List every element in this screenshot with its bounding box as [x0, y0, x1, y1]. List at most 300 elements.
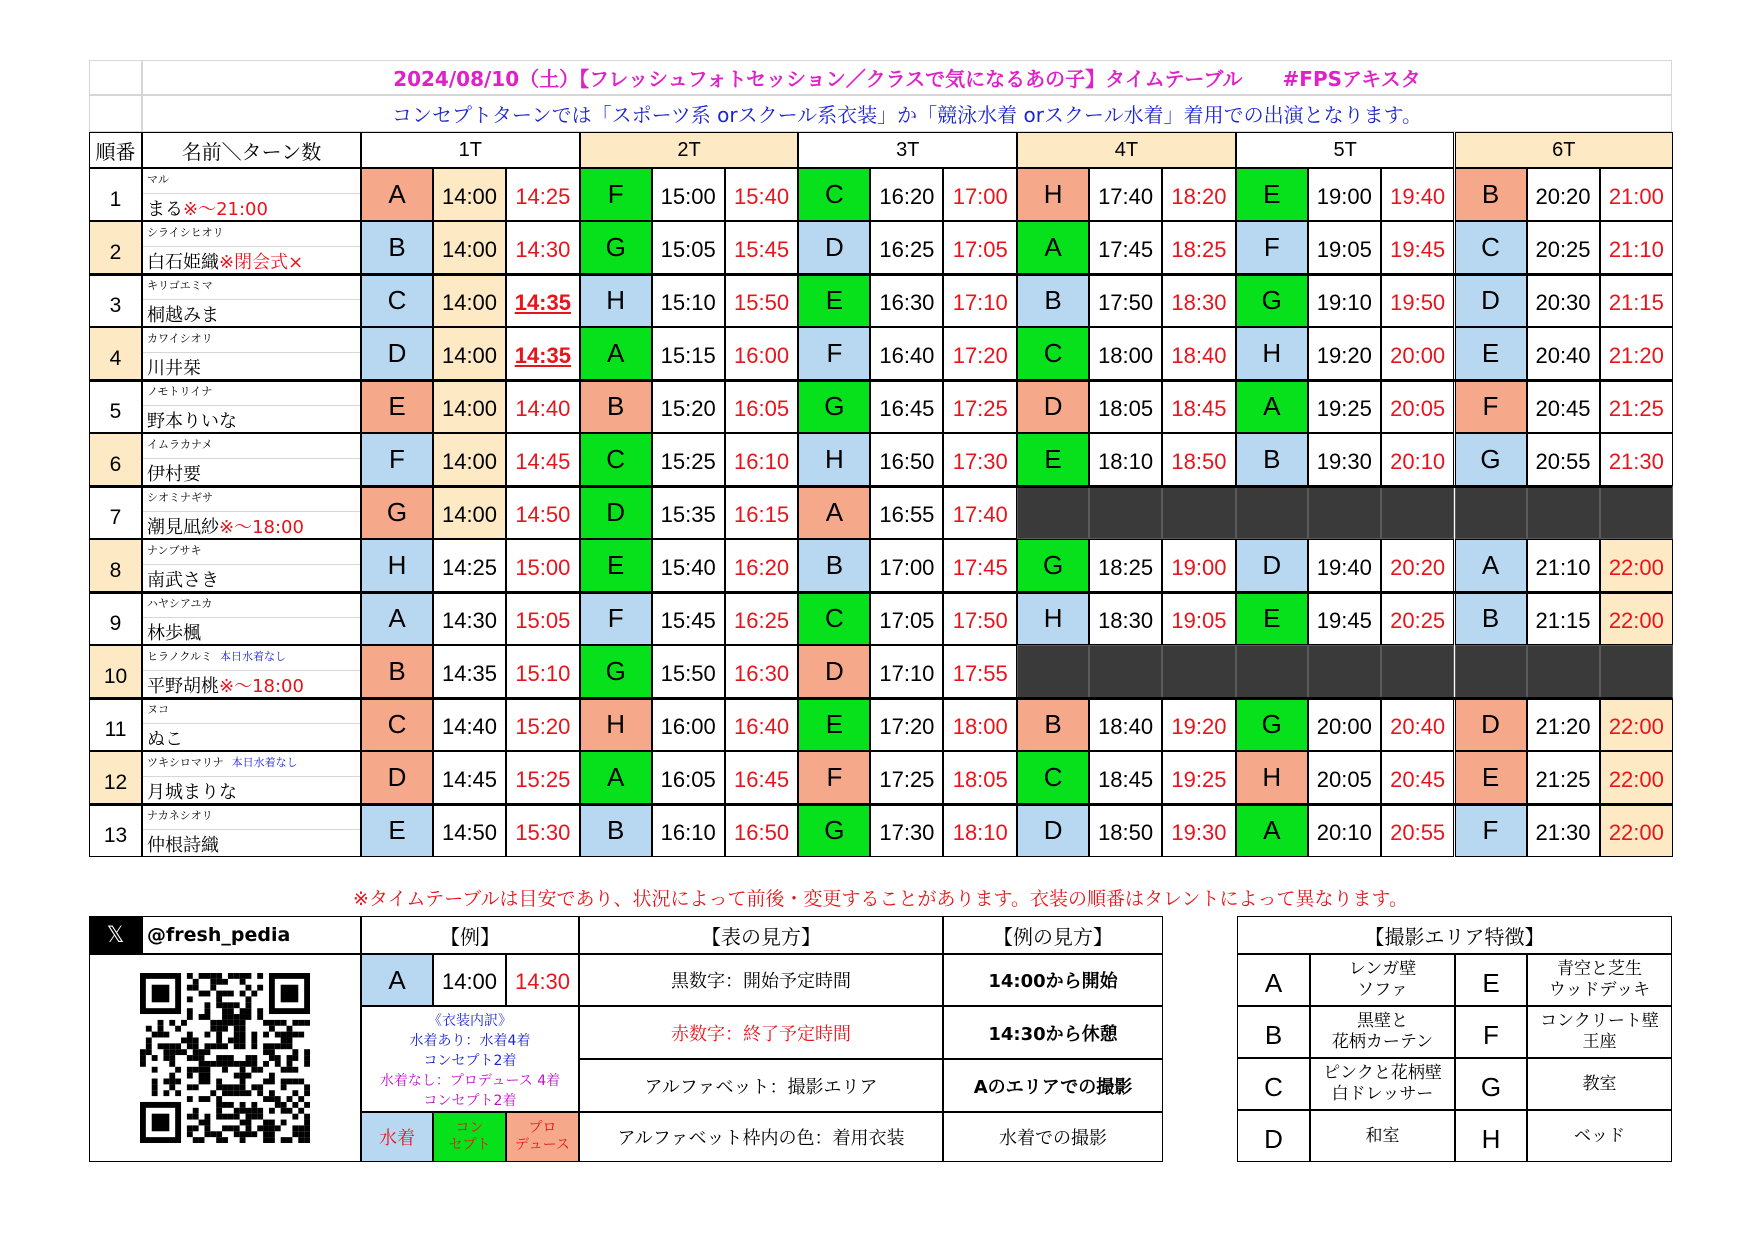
area-key-letter: C: [1237, 1058, 1310, 1110]
start-time: 17:25: [870, 751, 943, 804]
end-time: 21:30: [1600, 433, 1674, 486]
end-time: 15:50: [725, 274, 799, 327]
end-time: 14:40: [506, 380, 580, 433]
area-description-line-2: 和室: [1365, 1125, 1400, 1146]
kana-divider: [143, 458, 360, 459]
end-time: 18:30: [1162, 274, 1236, 327]
end-time: 17:25: [943, 380, 1017, 433]
start-time: 16:00: [652, 698, 725, 751]
area-letter: E: [1455, 751, 1527, 804]
end-time: 15:40: [725, 168, 799, 221]
end-time: 16:40: [725, 698, 799, 751]
area-description-line-1: 黒壁と: [1357, 1011, 1408, 1031]
performer-kana-line: [147, 330, 213, 346]
start-time: 18:00: [1089, 327, 1162, 380]
end-time: 15:20: [506, 698, 580, 751]
start-time: 14:00: [433, 327, 506, 380]
kana-divider: [143, 776, 360, 777]
area-key-letter: G: [1455, 1058, 1527, 1110]
end-time: 20:20: [1381, 539, 1455, 592]
example-start: 14:00: [433, 954, 506, 1006]
start-time: 17:00: [870, 539, 943, 592]
area-letter: H: [580, 698, 652, 751]
area-letter: A: [580, 751, 652, 804]
end-time: 15:25: [506, 751, 580, 804]
legend-concept: [433, 1112, 506, 1162]
area-letter: F: [798, 327, 870, 380]
costume-breakdown: [361, 1006, 579, 1112]
start-time: 14:45: [433, 751, 506, 804]
area-letter: D: [798, 645, 870, 698]
example-end: 14:30: [506, 954, 579, 1006]
end-time: 18:45: [1162, 380, 1236, 433]
end-time: 19:25: [1162, 751, 1236, 804]
area-letter: F: [1455, 380, 1527, 433]
blocked-slot: [1600, 486, 1674, 539]
blocked-slot: [1308, 645, 1381, 698]
start-time: 16:30: [870, 274, 943, 327]
end-time: 16:50: [725, 804, 799, 857]
howto-item-black: 黒数字：開始予定時間: [579, 954, 943, 1006]
row-number: 6: [89, 433, 142, 486]
start-time: 21:10: [1527, 539, 1600, 592]
performer-kana: イムラカナメ: [147, 438, 213, 451]
start-time: 16:55: [870, 486, 943, 539]
end-time: 20:10: [1381, 433, 1455, 486]
area-letter: F: [1455, 804, 1527, 857]
end-time: 22:00: [1600, 592, 1674, 645]
performer-name-cell: [142, 327, 361, 380]
blocked-slot: [1089, 486, 1162, 539]
start-time: 17:40: [1089, 168, 1162, 221]
start-time: 20:45: [1527, 380, 1600, 433]
performer-name: 桐越みま: [147, 305, 219, 326]
area-letter: B: [580, 804, 652, 857]
end-time: 14:35: [506, 274, 580, 327]
area-description-line-2: 白ドレッサー: [1331, 1084, 1434, 1104]
performer-kana-line: [147, 701, 169, 717]
area-description-line-2: 花柄カーテン: [1331, 1032, 1434, 1052]
end-time: 21:20: [1600, 327, 1674, 380]
page-title: 2024/08/10（土）【フレッシュフォトセッション／クラスで気になるあの子】タイムテーブル #FPSアキスタ: [142, 60, 1672, 95]
area-letter: H: [361, 539, 433, 592]
row-number: 1: [89, 168, 142, 221]
kana-divider: [143, 670, 360, 671]
start-time: 15:35: [652, 486, 725, 539]
start-time: 14:00: [433, 168, 506, 221]
area-description-line-2: ウッドデッキ: [1548, 980, 1651, 1000]
blocked-slot: [1381, 486, 1455, 539]
blocked-slot: [1527, 486, 1600, 539]
end-time: 16:30: [725, 645, 799, 698]
end-time: 18:40: [1162, 327, 1236, 380]
area-letter: H: [1236, 751, 1308, 804]
end-time: 18:50: [1162, 433, 1236, 486]
end-time: 19:20: [1162, 698, 1236, 751]
area-letter: H: [1236, 327, 1308, 380]
end-time: 19:40: [1381, 168, 1455, 221]
blocked-slot: [1527, 645, 1600, 698]
area-letter: C: [1017, 327, 1089, 380]
header-order: 順番: [89, 132, 142, 168]
end-time: 17:50: [943, 592, 1017, 645]
turn-header-4: 4T: [1017, 132, 1236, 168]
end-time: 14:45: [506, 433, 580, 486]
area-letter: D: [361, 327, 433, 380]
area-letter: D: [580, 486, 652, 539]
end-time: 14:25: [506, 168, 580, 221]
kana-divider: [143, 829, 360, 830]
end-time: 17:20: [943, 327, 1017, 380]
area-key-letter: B: [1237, 1006, 1310, 1058]
end-time: 22:00: [1600, 539, 1674, 592]
social-handle[interactable]: @fresh_pedia: [142, 916, 361, 954]
performer-kana: ツキシロマリナ: [147, 756, 224, 769]
area-letter: B: [798, 539, 870, 592]
end-time: 14:30: [506, 221, 580, 274]
start-time: 18:50: [1089, 804, 1162, 857]
disclaimer: ※タイムテーブルは目安であり、状況によって前後・変更することがあります。衣装の順番はタレントによって異なります。: [353, 887, 1408, 910]
performer-name-cell: [142, 751, 361, 804]
row-group-divider: [89, 803, 1672, 806]
blocked-slot: [1236, 645, 1308, 698]
performer-name-line: [147, 460, 201, 486]
qr-code-box: [89, 954, 361, 1162]
end-time: 16:15: [725, 486, 799, 539]
area-letter: G: [1455, 433, 1527, 486]
kana-divider: [143, 723, 360, 724]
end-time: 15:30: [506, 804, 580, 857]
performer-name: 野本りいな: [147, 411, 237, 432]
performer-kana: マル: [147, 173, 169, 186]
area-letter: E: [798, 698, 870, 751]
performer-kana-line: [147, 277, 213, 293]
performer-kana: カワイシオリ: [147, 332, 213, 345]
start-time: 15:15: [652, 327, 725, 380]
example-header: 【例】: [361, 916, 579, 954]
end-time: 18:25: [1162, 221, 1236, 274]
area-letter: E: [1455, 327, 1527, 380]
start-time: 21:30: [1527, 804, 1600, 857]
area-letter: B: [580, 380, 652, 433]
end-time: 18:20: [1162, 168, 1236, 221]
area-letter: D: [361, 751, 433, 804]
performer-note: ※閉会式×: [219, 252, 304, 273]
row-number: 3: [89, 274, 142, 327]
row-number: 4: [89, 327, 142, 380]
turn-header-1: 1T: [361, 132, 580, 168]
performer-name-line: [147, 248, 303, 274]
end-time: 15:00: [506, 539, 580, 592]
performer-name-cell: [142, 168, 361, 221]
area-letter: C: [361, 274, 433, 327]
performer-note: ※～21:00: [183, 199, 268, 220]
howto-item-red: 赤数字：終了予定時間: [579, 1006, 943, 1059]
end-time: 19:45: [1381, 221, 1455, 274]
performer-kana-line: [147, 648, 286, 664]
kana-divider: [143, 617, 360, 618]
start-time: 19:45: [1308, 592, 1381, 645]
performer-kana-line: [147, 807, 213, 823]
area-letter: B: [1017, 274, 1089, 327]
performer-kana-line: [147, 436, 213, 452]
start-time: 21:15: [1527, 592, 1600, 645]
row-group-divider: [89, 697, 1672, 700]
turn-header-2: 2T: [580, 132, 799, 168]
performer-name-line: [147, 725, 183, 751]
x-logo-icon: 𝕏: [89, 916, 142, 954]
area-letter: C: [361, 698, 433, 751]
start-time: 18:45: [1089, 751, 1162, 804]
end-time: 16:20: [725, 539, 799, 592]
end-time: 17:55: [943, 645, 1017, 698]
blocked-slot: [1162, 645, 1236, 698]
area-letter: A: [798, 486, 870, 539]
start-time: 20:20: [1527, 168, 1600, 221]
start-time: 18:05: [1089, 380, 1162, 433]
area-key-letter: H: [1455, 1110, 1527, 1162]
blocked-slot: [1455, 645, 1527, 698]
area-letter: G: [798, 380, 870, 433]
performer-name: 月城まりな: [147, 782, 237, 803]
performer-kana: ナンブサキ: [147, 544, 202, 557]
end-time: 15:10: [506, 645, 580, 698]
end-time: 15:45: [725, 221, 799, 274]
turn-header-6: 6T: [1455, 132, 1674, 168]
area-letter: H: [1017, 592, 1089, 645]
area-description-line-1: コンクリート壁: [1540, 1011, 1659, 1031]
area-letter: B: [361, 645, 433, 698]
legend-concept-label-1: コン: [455, 1120, 484, 1136]
area-description-line-1: 青空と芝生: [1557, 959, 1642, 979]
performer-name-line: [147, 195, 268, 221]
row-number: 2: [89, 221, 142, 274]
area-description-line-2: ソファ: [1357, 980, 1408, 1000]
performer-name-cell: [142, 539, 361, 592]
performer-kana-line: [147, 754, 298, 770]
legend-produce: [506, 1112, 579, 1162]
legend-swimsuit: [361, 1112, 433, 1162]
area-letter: G: [1017, 539, 1089, 592]
header-name-turns: 名前＼ターン数: [142, 132, 361, 168]
area-letter: B: [1017, 698, 1089, 751]
start-time: 21:20: [1527, 698, 1600, 751]
kana-divider: [143, 405, 360, 406]
kana-divider: [143, 193, 360, 194]
start-time: 19:30: [1308, 433, 1381, 486]
area-letter: E: [798, 274, 870, 327]
howto-item-color: アルファベット枠内の色：着用衣装: [579, 1112, 943, 1162]
start-time: 18:40: [1089, 698, 1162, 751]
area-description-line-1: レンガ壁: [1348, 959, 1417, 979]
performer-kana: ハヤシアユカ: [147, 597, 213, 610]
area-description: [1527, 1006, 1672, 1058]
with-swim-line-2: コンセプト2着: [423, 1053, 517, 1069]
start-time: 16:20: [870, 168, 943, 221]
area-letter: A: [1236, 804, 1308, 857]
area-letter: E: [580, 539, 652, 592]
end-time: 17:45: [943, 539, 1017, 592]
start-time: 16:40: [870, 327, 943, 380]
row-number: 12: [89, 751, 142, 804]
performer-note: ※～18:00: [219, 517, 304, 538]
example-reading-costume: 水着での撮影: [943, 1112, 1163, 1162]
end-time: 19:50: [1381, 274, 1455, 327]
no-swimsuit-note: 本日水着なし: [220, 650, 287, 663]
area-key-letter: D: [1237, 1110, 1310, 1162]
blocked-slot: [1017, 645, 1089, 698]
performer-name: 伊村要: [147, 464, 201, 485]
area-letter: F: [1236, 221, 1308, 274]
start-time: 19:40: [1308, 539, 1381, 592]
start-time: 14:00: [433, 486, 506, 539]
end-time: 21:25: [1600, 380, 1674, 433]
end-time: 15:05: [506, 592, 580, 645]
kana-divider: [143, 564, 360, 565]
end-time: 16:05: [725, 380, 799, 433]
start-time: 16:45: [870, 380, 943, 433]
start-time: 15:20: [652, 380, 725, 433]
start-time: 17:50: [1089, 274, 1162, 327]
performer-name: ぬこ: [147, 729, 183, 750]
subtitle: コンセプトターンでは「スポーツ系 orスクール系衣装」か「競泳水着 orスクール水着」着用での出演となります。: [142, 95, 1672, 132]
legend-produce-label-1: プロ: [528, 1120, 557, 1136]
row-number: 13: [89, 804, 142, 857]
area-letter: A: [1017, 221, 1089, 274]
end-time: 21:00: [1600, 168, 1674, 221]
example-reading-start: 14:00から開始: [943, 954, 1163, 1006]
start-time: 14:50: [433, 804, 506, 857]
start-time: 16:25: [870, 221, 943, 274]
performer-name-line: [147, 354, 201, 380]
end-time: 22:00: [1600, 751, 1674, 804]
performer-kana-line: [147, 383, 212, 399]
performer-name-cell: [142, 698, 361, 751]
area-letter: B: [1455, 168, 1527, 221]
area-letter: D: [1017, 804, 1089, 857]
end-time: 16:25: [725, 592, 799, 645]
performer-kana: ヒラノクルミ: [147, 650, 213, 663]
performer-name: 南武さき: [147, 570, 219, 591]
start-time: 14:40: [433, 698, 506, 751]
performer-kana-line: [147, 542, 201, 558]
area-letter: H: [1017, 168, 1089, 221]
performer-name-cell: [142, 804, 361, 857]
area-letter: C: [580, 433, 652, 486]
end-time: 17:05: [943, 221, 1017, 274]
performer-kana: シライシヒオリ: [147, 226, 224, 239]
row-number: 7: [89, 486, 142, 539]
start-time: 16:10: [652, 804, 725, 857]
performer-name: 平野胡桃: [147, 676, 219, 697]
area-letter: G: [1236, 274, 1308, 327]
area-letter: F: [361, 433, 433, 486]
area-description: [1310, 954, 1455, 1006]
start-time: 17:30: [870, 804, 943, 857]
area-letter: B: [1455, 592, 1527, 645]
performer-name-cell: [142, 274, 361, 327]
start-time: 20:30: [1527, 274, 1600, 327]
start-time: 15:25: [652, 433, 725, 486]
kana-divider: [143, 352, 360, 353]
performer-name-cell: [142, 433, 361, 486]
area-letter: G: [580, 645, 652, 698]
area-description-line-2: 教室: [1582, 1073, 1617, 1094]
performer-kana: ヌコ: [147, 703, 169, 716]
kana-divider: [143, 246, 360, 247]
end-time: 21:10: [1600, 221, 1674, 274]
start-time: 14:25: [433, 539, 506, 592]
start-time: 20:25: [1527, 221, 1600, 274]
end-time: 17:30: [943, 433, 1017, 486]
qr-code-icon[interactable]: [140, 973, 310, 1143]
start-time: 15:10: [652, 274, 725, 327]
area-letter: F: [798, 751, 870, 804]
area-description-line-1: ピンクと花柄壁: [1323, 1063, 1442, 1083]
example-letter: A: [361, 954, 433, 1006]
end-time: 20:25: [1381, 592, 1455, 645]
area-letter: B: [1236, 433, 1308, 486]
blocked-slot: [1089, 645, 1162, 698]
blocked-slot: [1162, 486, 1236, 539]
example-reading-header: 【例の見方】: [943, 916, 1163, 954]
end-time: 20:55: [1381, 804, 1455, 857]
area-key-letter: A: [1237, 954, 1310, 1006]
start-time: 16:50: [870, 433, 943, 486]
title-corner: [89, 60, 142, 95]
howto-item-letter: アルファベット：撮影エリア: [579, 1059, 943, 1112]
start-time: 15:40: [652, 539, 725, 592]
area-letter: F: [580, 592, 652, 645]
legend-concept-label-2: セプト: [448, 1137, 491, 1153]
start-time: 15:45: [652, 592, 725, 645]
blocked-slot: [1600, 645, 1674, 698]
area-letter: E: [361, 380, 433, 433]
performer-kana: ナカネシオリ: [147, 809, 213, 822]
performer-name-line: [147, 619, 201, 645]
end-time: 19:30: [1162, 804, 1236, 857]
start-time: 17:05: [870, 592, 943, 645]
blocked-slot: [1017, 486, 1089, 539]
area-letter: D: [1017, 380, 1089, 433]
end-time: 20:05: [1381, 380, 1455, 433]
start-time: 20:10: [1308, 804, 1381, 857]
legend-swimsuit-label: 水着: [379, 1128, 415, 1149]
area-description: [1310, 1006, 1455, 1058]
start-time: 15:50: [652, 645, 725, 698]
with-swim-line-1: 水着あり：水着4着: [409, 1033, 531, 1049]
performer-name-line: [147, 407, 237, 433]
row-number: 8: [89, 539, 142, 592]
performer-kana-line: [147, 224, 224, 240]
row-number: 5: [89, 380, 142, 433]
row-number: 10: [89, 645, 142, 698]
start-time: 20:05: [1308, 751, 1381, 804]
area-description: [1527, 1058, 1672, 1110]
start-time: 20:00: [1308, 698, 1381, 751]
performer-name-cell: [142, 486, 361, 539]
area-key-letter: F: [1455, 1006, 1527, 1058]
performer-name-cell: [142, 221, 361, 274]
performer-kana: キリゴエミマ: [147, 279, 213, 292]
end-time: 22:00: [1600, 804, 1674, 857]
performer-name: まる: [147, 199, 183, 220]
areas-header: 【撮影エリア特徴】: [1237, 916, 1672, 954]
end-time: 20:00: [1381, 327, 1455, 380]
blocked-slot: [1308, 486, 1381, 539]
performer-note: ※～18:00: [219, 676, 304, 697]
start-time: 17:45: [1089, 221, 1162, 274]
